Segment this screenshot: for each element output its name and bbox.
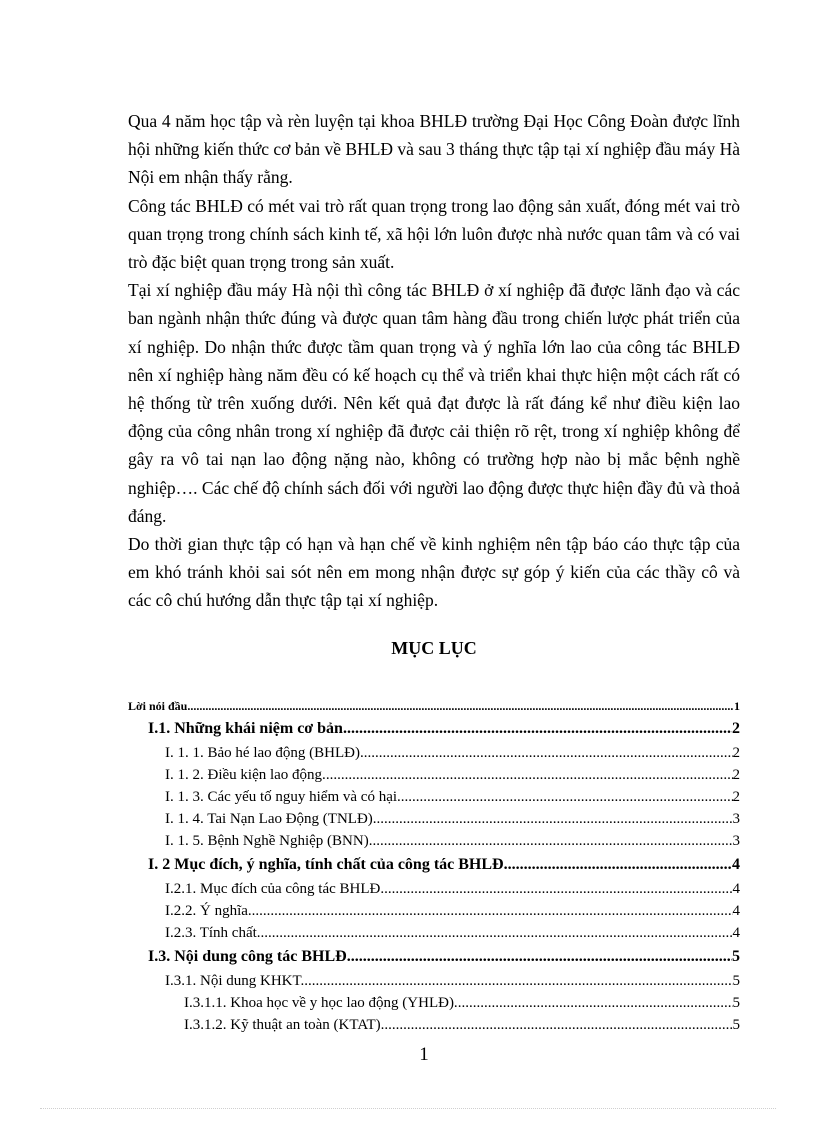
toc-entry-page: 5 bbox=[732, 948, 740, 965]
toc-entry[interactable] bbox=[128, 878, 740, 900]
toc-entry-page: 2 bbox=[732, 745, 740, 761]
toc-entry-label: I. 1. 3. Các yếu tố nguy hiểm và có hại. bbox=[165, 789, 401, 805]
paragraph-4: Do thời gian thực tập có hạn và hạn chế về kinh nghiệm nên tập báo cáo thực tập của em khó tránh khỏi sai sót nên em mong nhận được sự góp ý kiến của các thầy cô và các cô chú hướng dẫn thực tập tại xí nghiệp. bbox=[128, 534, 740, 611]
toc-entry-page: 2 bbox=[732, 720, 740, 737]
paragraph-3: Tại xí nghiệp đầu máy Hà nội thì công tác BHLĐ ở xí nghiệp đã được lãnh đạo và các ban ngành nhận thức đúng và được quan tâm hàng đầu trong chiến lược phát triển của xí nghiệp. Do nhận thức được tầm quan trọng và ý nghĩa lớn lao của công tác BHLĐ nên xí nghiệp hàng năm đều có kế hoạch cụ thể và triển khai thực hiện một cách rất có hệ thống từ trên xuống dưới. Nên kết quả đạt được là rất đáng kể như điều kiện lao động của công nhân trong xí nghiệp đã được cải thiện rõ rệt, trong xí nghiệp không để gây ra vô tai nạn lao động nặng nào, không có trường hợp nào bị mắc bệnh nghề nghiệp…. Các chế độ chính sách đối với người lao động được thực hiện đầy đủ và thoả đáng. bbox=[128, 280, 740, 526]
toc-entry-page: 1 bbox=[734, 699, 740, 713]
toc-entry-page: 5 bbox=[732, 995, 740, 1011]
toc-entry-label: I. 1. 4. Tai Nạn Lao Động (TNLĐ). bbox=[165, 811, 377, 827]
paragraph-2: Công tác BHLĐ có mét vai trò rất quan trọng trong lao động sản xuất, đóng mét vai trò quan trọng trong chính sách kinh tế, xã hội lớn luôn được nhà nước quan tâm và có vai trò đặc biệt quan trọng trong sản xuất. bbox=[128, 195, 740, 273]
toc-entry-label: Lời nói đầu bbox=[128, 699, 188, 713]
toc-entry-label: I.3. Nội dung công tác BHLĐ. bbox=[148, 948, 351, 965]
toc-entry[interactable] bbox=[128, 808, 740, 830]
toc-entry-page: 3 bbox=[732, 811, 740, 827]
toc-entry-page: 2 bbox=[732, 789, 740, 805]
toc-entry-label: I. 1. 2. Điều kiện lao động. bbox=[165, 767, 326, 783]
toc-entry[interactable] bbox=[128, 742, 740, 764]
toc-entry-page: 3 bbox=[732, 833, 740, 849]
toc-entry-page: 5 bbox=[732, 973, 740, 989]
toc-entry-label: I.3.1.1. Khoa học về y học lao động (YHLĐ). bbox=[184, 995, 458, 1011]
toc-entry[interactable] bbox=[128, 716, 740, 742]
toc-entry-label: I.3.1.2. Kỹ thuật an toàn (KTAT). bbox=[184, 1017, 385, 1033]
toc-entry-page: 4 bbox=[732, 856, 740, 873]
toc-entry[interactable] bbox=[128, 1014, 740, 1036]
toc-entry[interactable] bbox=[128, 900, 740, 922]
toc-entry-label: I.2.3. Tính chất. bbox=[165, 925, 261, 941]
toc-entry-label: I.2.2. Ý nghĩa. bbox=[165, 903, 252, 919]
page-bottom-divider bbox=[40, 1108, 776, 1109]
toc-entry-label: I. 1. 5. Bệnh Nghề Nghiệp (BNN). bbox=[165, 833, 373, 849]
toc-entry-label: I.3.1. Nội dung KHKT. bbox=[165, 973, 305, 989]
toc-entry-label: I.2.1. Mục đích của công tác BHLĐ. bbox=[165, 881, 385, 897]
toc-entry-page: 2 bbox=[732, 767, 740, 783]
toc-entry-page: 5 bbox=[732, 1017, 740, 1033]
toc-entry-page: 4 bbox=[732, 881, 740, 897]
paragraph-1: Qua 4 năm học tập và rèn luyện tại khoa BHLĐ trường Đại Học Công Đoàn được lĩnh hội những kiến thức cơ bản về BHLĐ và sau 3 tháng thực tập tại xí nghiệp đầu máy Hà Nội em nhận thấy rằng. bbox=[128, 111, 740, 188]
toc-title: MỤC LỤC bbox=[391, 638, 477, 658]
toc-entry-label: I. 2 Mục đích, ý nghĩa, tính chất của công tác BHLĐ. bbox=[148, 856, 508, 873]
toc-entry-page: 4 bbox=[732, 925, 740, 941]
toc-entry-page: 4 bbox=[732, 903, 740, 919]
toc-entry[interactable] bbox=[128, 922, 740, 944]
toc-entry[interactable] bbox=[128, 970, 740, 992]
toc-entry[interactable] bbox=[128, 992, 740, 1014]
toc-entry[interactable] bbox=[128, 764, 740, 786]
toc-entry[interactable] bbox=[128, 852, 740, 878]
page-number: 1 bbox=[419, 1044, 429, 1065]
intro-text bbox=[128, 107, 740, 615]
toc-entry[interactable] bbox=[128, 944, 740, 970]
toc-entry[interactable] bbox=[128, 696, 740, 716]
toc-entry-label: I. 1. 1. Bảo hé lao động (BHLĐ). bbox=[165, 745, 364, 761]
table-of-contents bbox=[128, 696, 740, 1036]
toc-entry[interactable] bbox=[128, 786, 740, 808]
toc-entry-label: I.1. Những khái niệm cơ bản. bbox=[148, 720, 347, 737]
toc-entry[interactable] bbox=[128, 830, 740, 852]
